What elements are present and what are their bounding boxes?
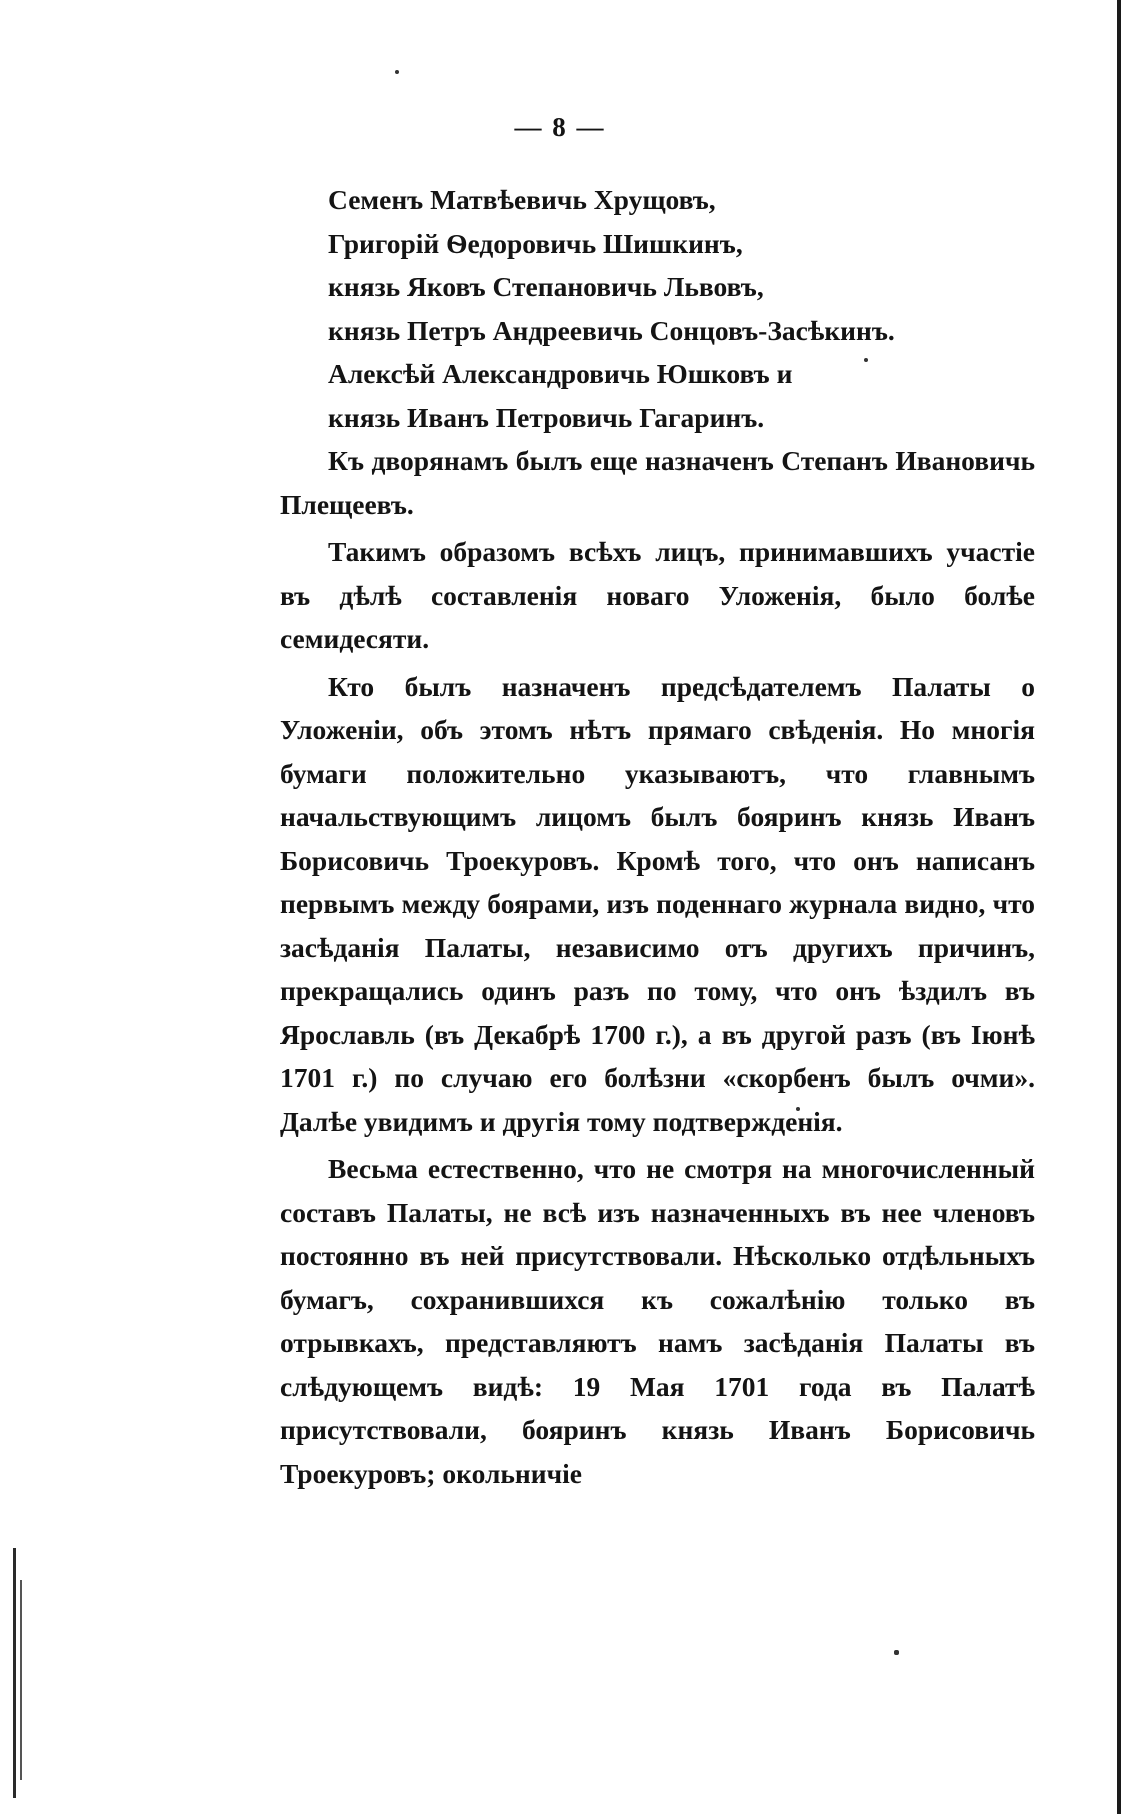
scan-edge-mark <box>13 1548 16 1798</box>
page-binding-edge <box>1117 0 1121 1814</box>
paragraph: Такимъ образомъ всѣхъ лицъ, принимавшихъ участіе въ дѣлѣ составленія новаго Уложенія, было болѣе семидесяти. <box>280 536 1035 654</box>
scan-speck <box>894 1650 899 1655</box>
member-name-list <box>328 178 1035 439</box>
member-name: Алексѣй Александровичь Юшковъ и <box>328 358 793 389</box>
member-name: князь Яковъ Степановичь Львовъ, <box>328 271 764 302</box>
member-name: Семенъ Матвѣевичь Хрущовъ, <box>328 184 716 215</box>
member-name: Григорій Ѳедоровичь Шишкинъ, <box>328 227 743 259</box>
paragraph: Кто былъ назначенъ предсѣдателемъ Палаты о Уложеніи, объ этомъ нѣтъ прямаго свѣденія. Но многія бумаги положительно указываютъ, что главнымъ начальствующимъ лицомъ былъ бояринъ князь Иванъ Борисовичь Троекуровъ. Кромѣ того, что онъ написанъ первымъ между боярами, изъ поденнаго журнала видно, что засѣданія Палаты, независимо отъ другихъ причинъ, прекращались одинъ разъ по тому, что онъ ѣздилъ въ Ярославль (въ Декабрѣ 1700 г.), а въ другой разъ (въ Іюнѣ 1701 г.) по случаю его болѣзни «скорбенъ былъ очми». Далѣе увидимъ и другія тому подтвержденія. <box>280 670 1035 1137</box>
scan-edge-mark <box>20 1580 22 1780</box>
page-number: — 8 — <box>514 112 606 142</box>
paragraph: Весьма естественно, что не смотря на многочисленный составъ Палаты, не всѣ изъ назначенныхъ въ нее членовъ постоянно въ ней присутствовали. Нѣсколько отдѣльныхъ бумагъ, сохранившихся къ сожалѣнію только въ отрывкахъ, представляютъ намъ засѣданія Палаты въ слѣдующемъ видѣ: 19 Мая 1701 года въ Палатѣ присутствовали, бояринъ князь Иванъ Борисовичь Троекуровъ; окольничіе <box>280 1153 1035 1489</box>
paragraph: Къ дворянамъ былъ еще назначенъ Степанъ Ивановичь Плещеевъ. <box>280 445 1035 520</box>
member-name: князь Петръ Андреевичь Сонцовъ-Засѣкинъ. <box>328 314 895 346</box>
scan-speck <box>395 70 399 74</box>
body-text <box>280 178 1035 1495</box>
member-name: князь Иванъ Петровичь Гагаринъ. <box>328 401 765 433</box>
